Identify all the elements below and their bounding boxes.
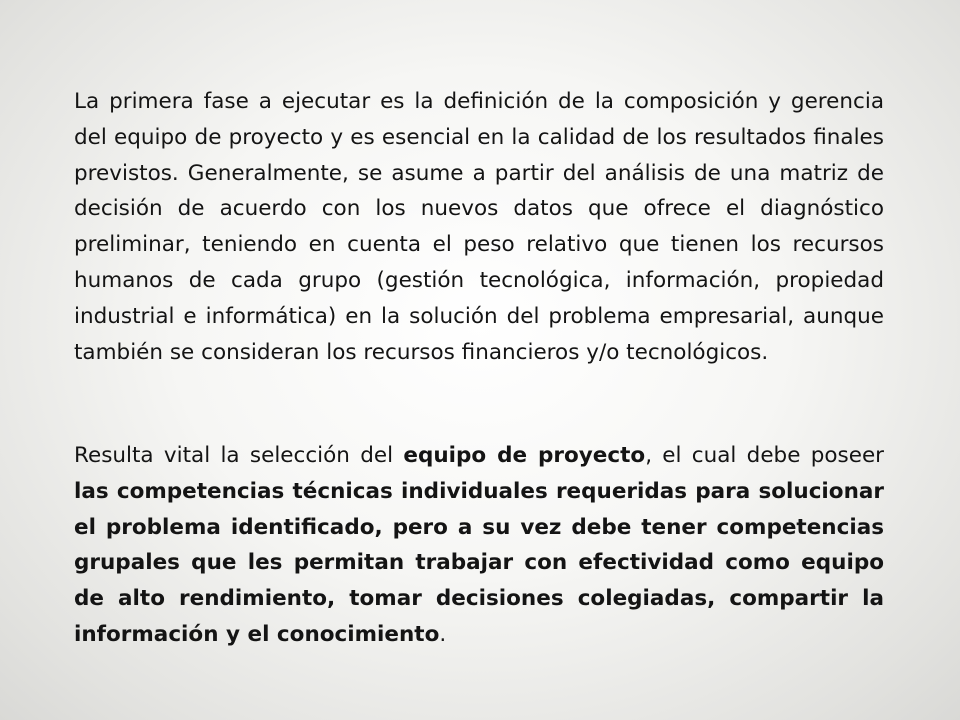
paragraph-team-selection-middle: , el cual debe poseer xyxy=(645,443,885,468)
paragraph-first-phase: La primera fase a ejecutar es la definición de la composición y gerencia del equipo de proyecto y es esencial en la calidad de los resultados finales previstos. Generalmente, se asume a partir del análisis de una matriz de decisión de acuerdo con los nuevos datos que ofrece el diagnóstico preliminar, teniendo en cuenta el peso relativo que tienen los recursos humanos de cada grupo (gestión tecnológica, información, propiedad industrial e informática) en la solución del problema empresarial, aunque también se consideran los recursos financieros y/o tecnológicos. xyxy=(74,89,884,365)
paragraph-team-selection-intro: Resulta vital la selección del xyxy=(74,443,404,468)
paragraph-team-selection xyxy=(74,438,884,653)
bold-equipo-de-proyecto: equipo de proyecto xyxy=(403,443,646,468)
paragraph-team-selection-end: . xyxy=(439,621,447,647)
bold-competencias: las competencias técnicas individuales requeridas para solucionar el problema identificado, pero a su vez debe tener competencias grupales que les permitan trabajar con efectividad como equipo de alto rendimiento, tomar decisiones colegiadas, compartir la información y el conocimiento xyxy=(74,478,884,647)
